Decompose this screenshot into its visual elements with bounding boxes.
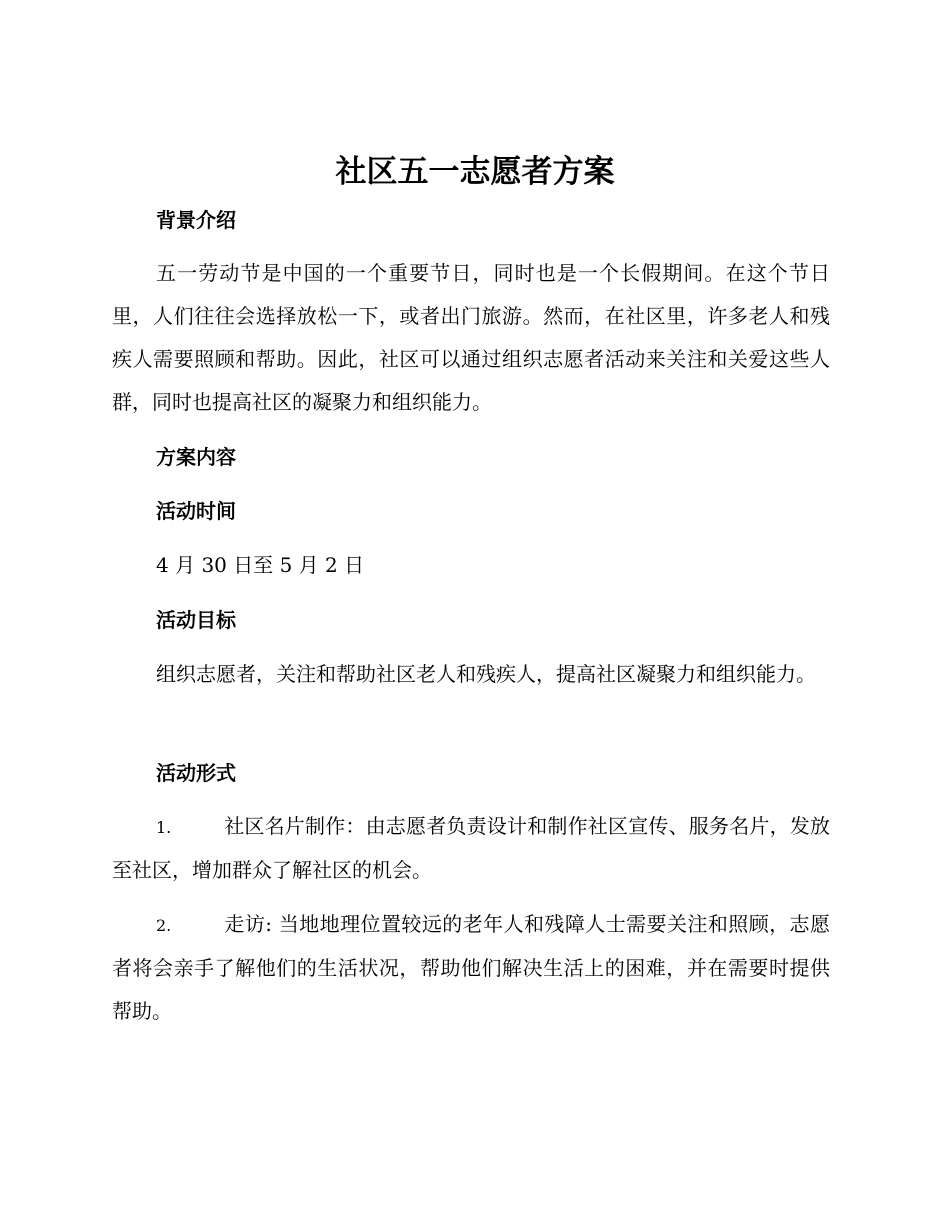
list-item-text: 走访: 当地地理位置较远的老年人和残障人士需要关注和照顾，志愿者将会亲手了解他们的生活状况，帮助他们解决生活上的困难，并在需要时提供帮助。 <box>112 912 830 1023</box>
list-item-number: 2. <box>156 916 172 935</box>
list-item-text: 社区名片制作：由志愿者负责设计和制作社区宣传、服务名片，发放至社区，增加群众了解社区的机会。 <box>112 814 830 882</box>
time-text: 4 月 30 日至 5 月 2 日 <box>156 553 365 577</box>
plan-heading: 方案内容 <box>156 445 236 469</box>
background-paragraph: 五一劳动节是中国的一个重要节日，同时也是一个长假期间。在这个节日里，人们往往会选择放松一下，或者出门旅游。然而，在社区里，许多老人和残疾人需要照顾和帮助。因此，社区可以通过组织志愿者活动来关注和关爱这些人群，同时也提高社区的凝聚力和组织能力。 <box>112 261 830 414</box>
list-item <box>112 805 830 892</box>
form-heading: 活动形式 <box>156 761 236 785</box>
time-heading: 活动时间 <box>156 499 236 523</box>
goal-paragraph: 组织志愿者，关注和帮助社区老人和残疾人，提高社区凝聚力和组织能力。 <box>156 662 816 686</box>
document-title: 社区五一志愿者方案 <box>335 154 615 190</box>
list-item-number: 1. <box>156 818 172 837</box>
goal-heading: 活动目标 <box>156 608 236 632</box>
background-heading: 背景介绍 <box>156 208 236 232</box>
list-item <box>112 903 830 1033</box>
